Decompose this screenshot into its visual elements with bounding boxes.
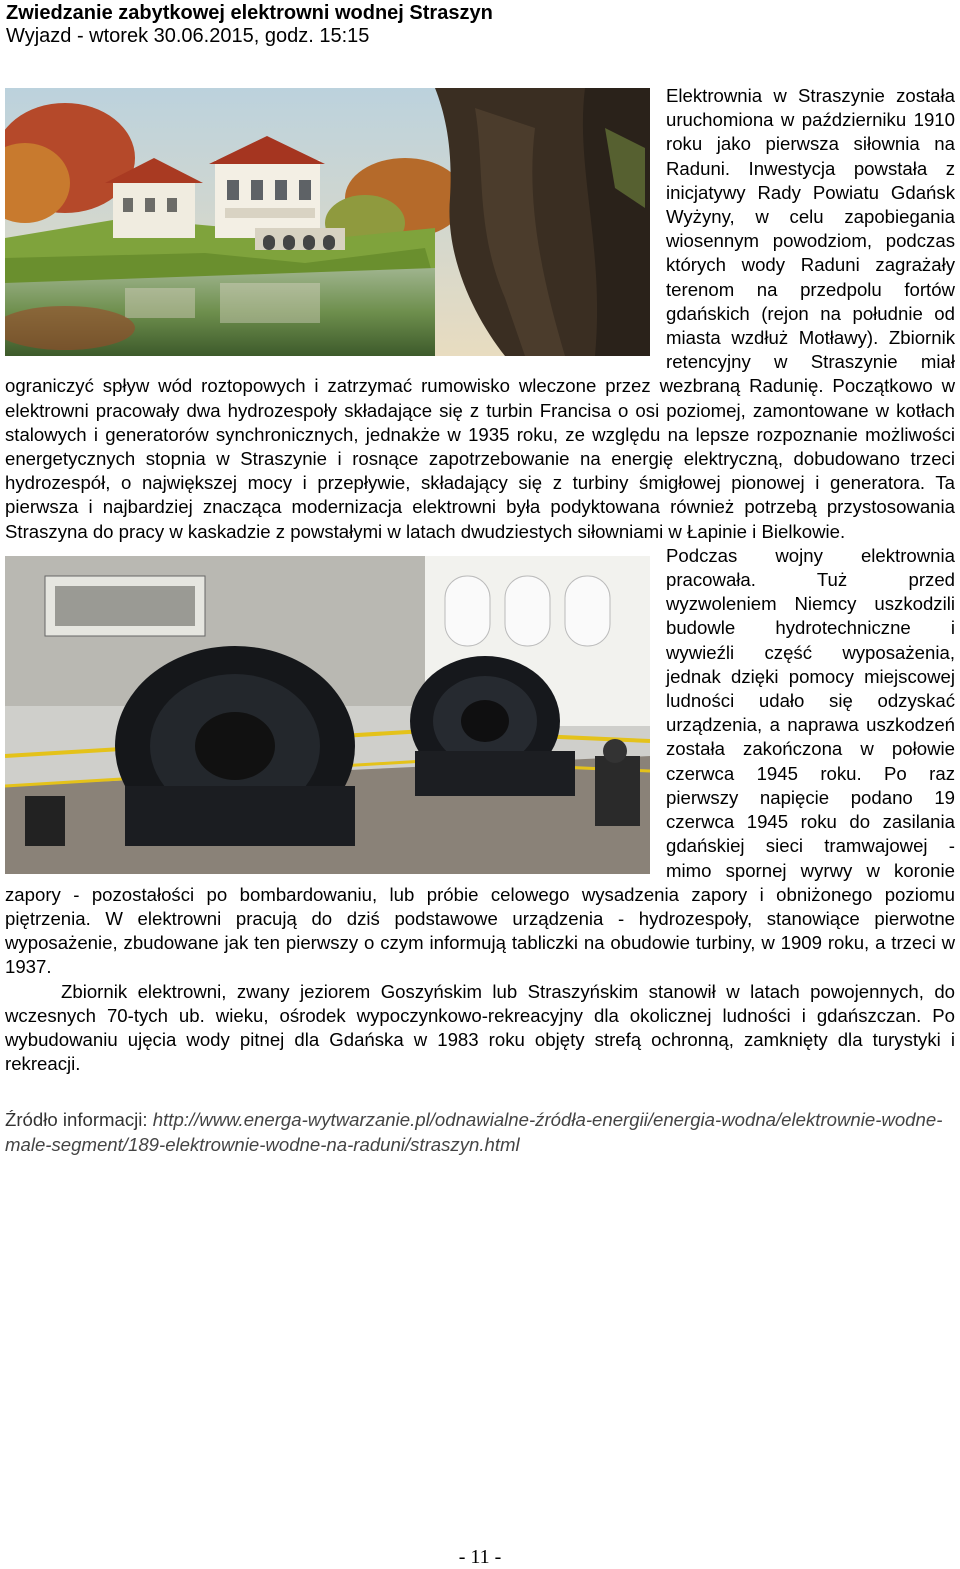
article-body [5,84,955,1157]
source-citation [5,1108,955,1156]
power-plant-exterior-photo [5,88,650,356]
turbine-hall-photo [5,556,650,874]
paragraph-war-and-today: Podczas wojny elektrownia pracowała. Tuż przed wyzwoleniem Niemcy uszkodzili budowle hydrotechniczne i wywieźli część wyposażenia, jednak dzięki pomocy miejscowej ludności udało się odzyskać urządzenia, a naprawa uszkodzeń została zakończona w połowie czerwca 1945 roku. Po raz pierwszy napięcie podano 19 czerwca 1945 roku do zasilania gdańskiej sieci tramwajowej - mimo spornej wyrwy w koronie zapory - pozostałości po bombardowaniu, lub próbie celowego wysadzenia zapory i obniżonego poziomu piętrzenia. W elektrowni pracują do dziś podstawowe urządzenia - hydrozespoły, stanowiące pierwotne wyposażenie, zbudowane jak ten pierwszy o czym informują tabliczki na obudowie turbiny, w 1909 roku, a trzeci w 1937. [5,544,955,978]
document-header [6,2,946,48]
source-link[interactable]: http://www.energa-wytwarzanie.pl/odnawialne-źródła-energii/energia-wodna/elektrownie-wodne-male-segment/189-elektrownie-wodne-na-raduni/straszyn.html [5,1109,943,1155]
trip-date: Wyjazd - wtorek 30.06.2015, godz. 15:15 [6,25,370,47]
document-title: Zwiedzanie zabytkowej elektrowni wodnej Straszyn [6,2,493,24]
source-label: Źródło informacji: [5,1109,148,1131]
paragraph-history: Elektrownia w Straszynie została uruchomiona w październiku 1910 roku jako pierwsza siłownia na Raduni. Inwestycja powstała z inicjatywy Rady Powiatu Gdańsk Wyżyny, w celu zapobiegania wiosennym powodziom, podczas których wody Raduni zagrażały terenom na przedpolu fortów gdańskich (rejon na południe od miasta wzdłuż Motławy). Zbiornik retencyjny w Straszynie miał ograniczyć spływ wód roztopowych i zatrzymać rumowisko wleczone przez wezbraną Radunię. Początkowo w elektrowni pracowały dwa hydrozespoły składające się z turbin Francisa o osi poziomej, zamontowane w kotłach stalowych i generatorów synchronicznych, jednakże w 1935 roku, ze względu na lepsze rozpoznanie możliwości energetycznych stopnia w Straszynie i rosnące zapotrzebowanie na energię elektryczną, dobudowano trzeci hydrozespół, o największej mocy i przepływie, składający się z turbiny śmigłowej pionowej i generatora. Ta pierwsza i najbardziej znacząca modernizacja elektrowni była podyktowana również potrzebą przystosowania Straszyna do pracy w kaskadzie z powstałymi w latach dwudziestych siłowniami w Łapinie i Bielkowie. [5,85,955,542]
page-number: - 11 - [458,1546,502,1568]
paragraph-reservoir: Zbiornik elektrowni, zwany jeziorem Goszyńskim lub Straszyńskim stanowił w latach powojennych, do wczesnych 70-tych ub. wieku, ośrodek wypoczynkowo-rekreacyjny dla okolicznej ludności i gdańszczan. Po wybudowaniu ujęcia wody pitnej dla Gdańska w 1983 roku objęty strefą ochronną, zamknięty dla turystyki i rekreacji. [5,980,955,1075]
